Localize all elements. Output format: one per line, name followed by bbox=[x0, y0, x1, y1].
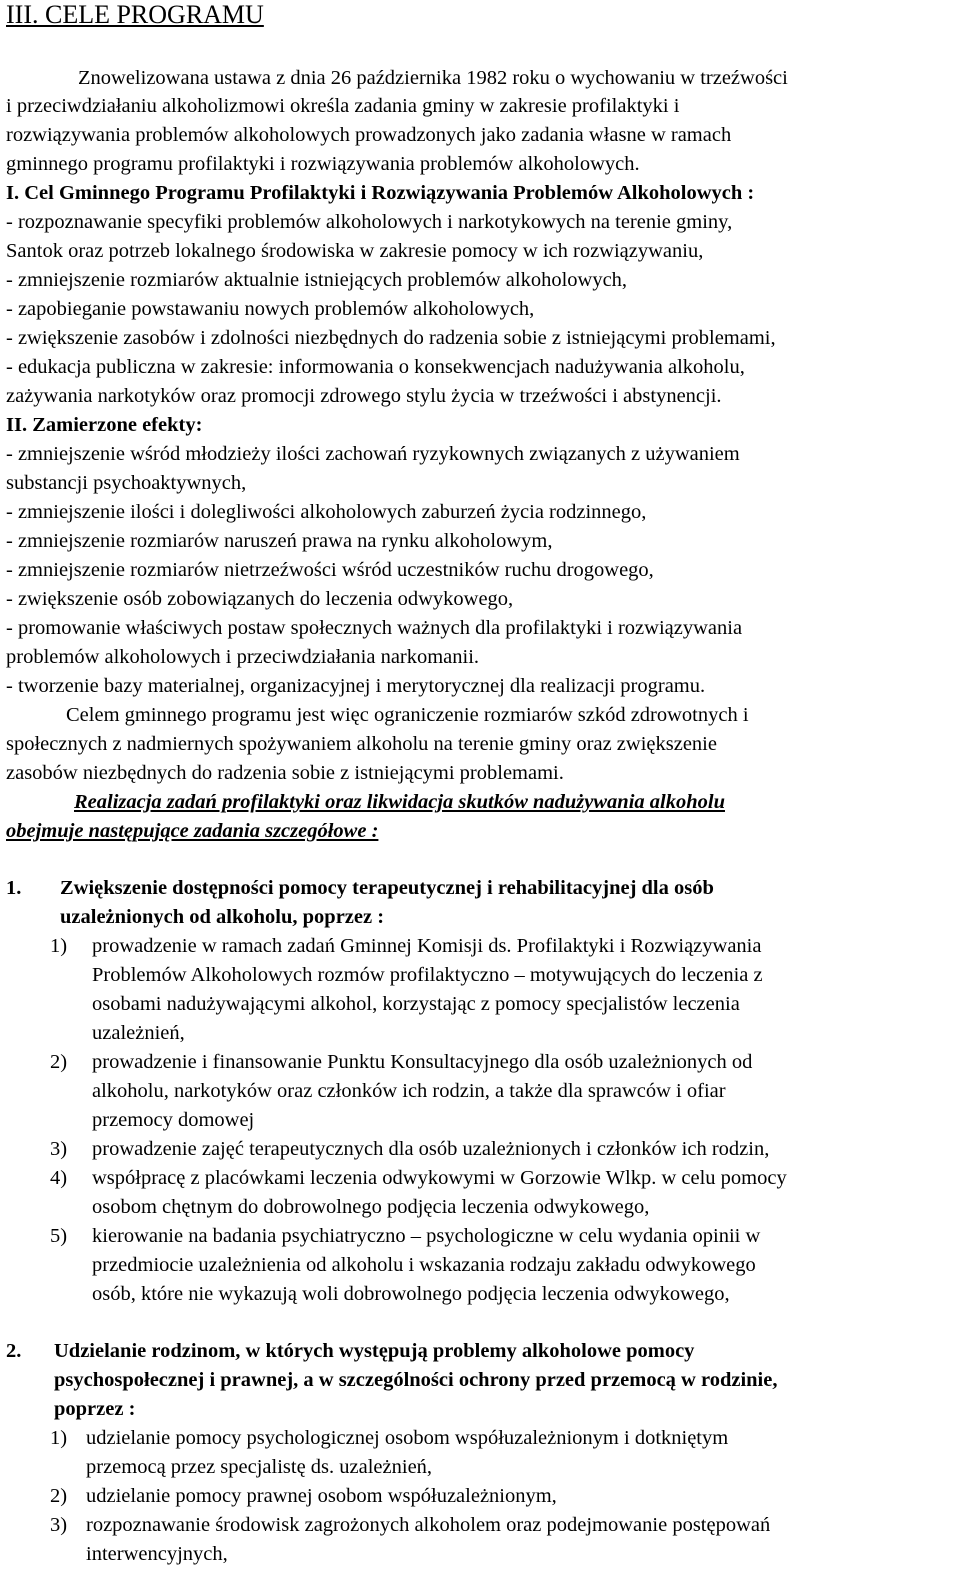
section-title-effects: II. Zamierzone efekty: bbox=[6, 414, 203, 436]
task-number: 1. bbox=[6, 877, 22, 899]
item-number: 3) bbox=[50, 1514, 68, 1536]
intro-line: gminnego programu profilaktyki i rozwiązywania problemów alkoholowych. bbox=[6, 153, 640, 175]
item-line: osób, które nie wykazują woli dobrowolnego podjęcia leczenia odwykowego, bbox=[92, 1283, 730, 1305]
effect-line: substancji psychoaktywnych, bbox=[6, 472, 247, 494]
intro-line: rozwiązywania problemów alkoholowych prowadzonych jako zadania własne w ramach bbox=[6, 124, 732, 146]
effect-line: - tworzenie bazy materialnej, organizacyjnej i merytorycznej dla realizacji programu. bbox=[6, 675, 706, 697]
item-number: 1) bbox=[50, 935, 68, 957]
intro-line: Znowelizowana ustawa z dnia 26 października 1982 roku o wychowaniu w trzeźwości bbox=[78, 67, 788, 89]
item-line: prowadzenie w ramach zadań Gminnej Komisji ds. Profilaktyki i Rozwiązywania bbox=[92, 935, 762, 957]
item-line: udzielanie pomocy psychologicznej osobom współuzależnionym i dotkniętym bbox=[86, 1427, 729, 1449]
effect-line: - zmniejszenie ilości i dolegliwości alkoholowych zaburzeń życia rodzinnego, bbox=[6, 501, 647, 523]
item-number: 4) bbox=[50, 1167, 68, 1189]
effect-line: problemów alkoholowych i przeciwdziałania narkomanii. bbox=[6, 646, 480, 668]
item-line: współpracę z placówkami leczenia odwykowymi w Gorzowie Wlkp. w celu pomocy bbox=[92, 1167, 787, 1189]
section-heading: III. CELE PROGRAMU bbox=[6, 0, 264, 29]
item-number: 2) bbox=[50, 1051, 68, 1073]
task-title: poprzez : bbox=[54, 1398, 136, 1420]
task-title: Zwiększenie dostępności pomocy terapeutycznej i rehabilitacyjnej dla osób bbox=[60, 877, 714, 899]
item-number: 5) bbox=[50, 1225, 68, 1247]
effect-line: - zmniejszenie wśród młodzieży ilości zachowań ryzykownych związanych z używaniem bbox=[6, 443, 740, 465]
item-line: osobom chętnym do dobrowolnego podjęcia leczenia odwykowego, bbox=[92, 1196, 650, 1218]
summary-line: Celem gminnego programu jest więc ograniczenie rozmiarów szkód zdrowotnych i bbox=[66, 704, 749, 726]
item-line: przedmiocie uzależnienia od alkoholu i wskazania rodzaju zakładu odwykowego bbox=[92, 1254, 756, 1276]
summary-line: zasobów niezbędnych do radzenia sobie z istniejącymi problemami. bbox=[6, 762, 564, 784]
goal-line: zażywania narkotyków oraz promocji zdrowego stylu życia w trzeźwości i abstynencji. bbox=[6, 385, 722, 407]
item-line: przemocą przez specjalistę ds. uzależnień, bbox=[86, 1456, 433, 1478]
goal-line: - zwiększenie zasobów i zdolności niezbędnych do radzenia sobie z istniejącymi problemami, bbox=[6, 327, 776, 349]
item-line: przemocy domowej bbox=[92, 1109, 255, 1131]
item-number: 3) bbox=[50, 1138, 68, 1160]
item-line: Problemów Alkoholowych rozmów profilaktyczno – motywujących do leczenia z bbox=[92, 964, 763, 986]
item-line: rozpoznawanie środowisk zagrożonych alkoholem oraz podejmowanie postępowań bbox=[86, 1514, 771, 1536]
summary-line: społecznych z nadmiernych spożywaniem alkoholu na terenie gminy oraz zwiększenie bbox=[6, 733, 717, 755]
tasks-heading: obejmuje następujące zadania szczegółowe : bbox=[6, 820, 379, 842]
item-number: 2) bbox=[50, 1485, 68, 1507]
effect-line: - promowanie właściwych postaw społecznych ważnych dla profilaktyki i rozwiązywania bbox=[6, 617, 743, 639]
task-title: uzależnionych od alkoholu, poprzez : bbox=[60, 906, 385, 928]
item-line: alkoholu, narkotyków oraz członków ich rodzin, a także dla sprawców i ofiar bbox=[92, 1080, 726, 1102]
tasks-heading: Realizacja zadań profilaktyki oraz likwidacja skutków nadużywania alkoholu bbox=[74, 791, 725, 813]
section-title-goal: I. Cel Gminnego Programu Profilaktyki i Rozwiązywania Problemów Alkoholowych : bbox=[6, 182, 755, 204]
item-line: interwencyjnych, bbox=[86, 1543, 228, 1565]
item-number: 1) bbox=[50, 1427, 68, 1449]
effect-line: - zmniejszenie rozmiarów naruszeń prawa na rynku alkoholowym, bbox=[6, 530, 553, 552]
intro-line: i przeciwdziałaniu alkoholizmowi określa zadania gminy w zakresie profilaktyki i bbox=[6, 95, 680, 117]
goal-line: - zmniejszenie rozmiarów aktualnie istniejących problemów alkoholowych, bbox=[6, 269, 628, 291]
task-number: 2. bbox=[6, 1340, 22, 1362]
goal-line: - edukacja publiczna w zakresie: informowania o konsekwencjach nadużywania alkoholu, bbox=[6, 356, 745, 378]
goal-line: - zapobieganie powstawaniu nowych problemów alkoholowych, bbox=[6, 298, 535, 320]
item-line: kierowanie na badania psychiatryczno – psychologiczne w celu wydania opinii w bbox=[92, 1225, 761, 1247]
item-line: udzielanie pomocy prawnej osobom współuzależnionym, bbox=[86, 1485, 557, 1507]
item-line: uzależnień, bbox=[92, 1022, 185, 1044]
item-line: prowadzenie zajęć terapeutycznych dla osób uzależnionych i członków ich rodzin, bbox=[92, 1138, 770, 1160]
task-title: Udzielanie rodzinom, w których występują problemy alkoholowe pomocy bbox=[54, 1340, 695, 1362]
task-title: psychospołecznej i prawnej, a w szczególności ochrony przed przemocą w rodzinie, bbox=[54, 1369, 778, 1391]
item-line: prowadzenie i finansowanie Punktu Konsultacyjnego dla osób uzależnionych od bbox=[92, 1051, 753, 1073]
goal-line: Santok oraz potrzeb lokalnego środowiska w zakresie pomocy w ich rozwiązywaniu, bbox=[6, 240, 704, 262]
effect-line: - zmniejszenie rozmiarów nietrzeźwości wśród uczestników ruchu drogowego, bbox=[6, 559, 654, 581]
item-line: osobami nadużywającymi alkohol, korzystając z pomocy specjalistów leczenia bbox=[92, 993, 740, 1015]
goal-line: - rozpoznawanie specyfiki problemów alkoholowych i narkotykowych na terenie gminy, bbox=[6, 211, 733, 233]
effect-line: - zwiększenie osób zobowiązanych do leczenia odwykowego, bbox=[6, 588, 514, 610]
